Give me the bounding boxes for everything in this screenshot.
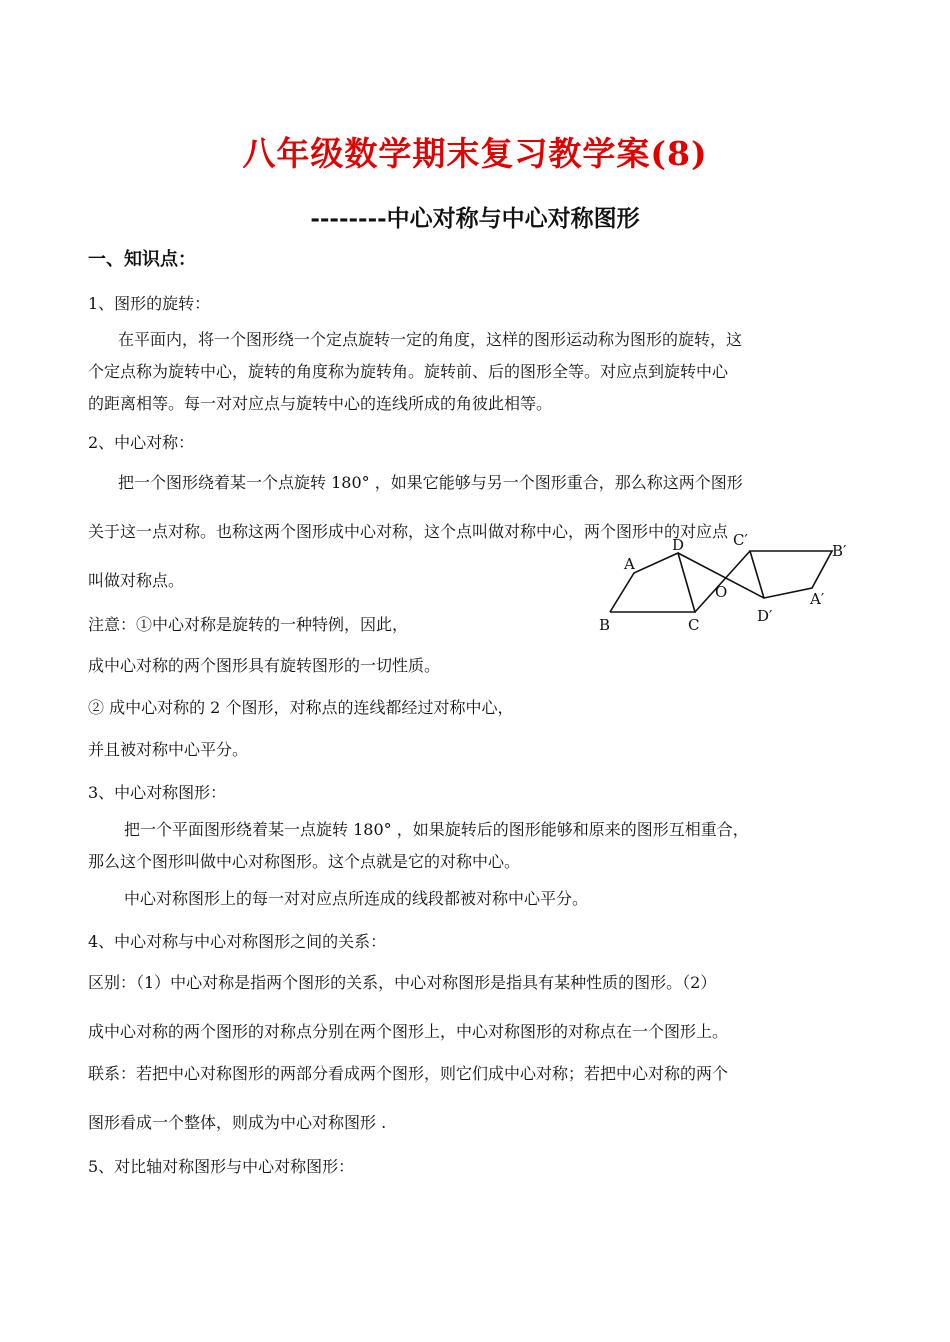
- paragraph-line: 成中心对称的两个图形的对称点分别在两个图形上，中心对称图形的对称点在一个图形上。: [88, 1022, 729, 1041]
- paragraph-line: 联系：若把中心对称图形的两部分看成两个图形，则它们成中心对称；若把中心对称的两个: [88, 1064, 729, 1083]
- heading-relationship: 4、中心对称与中心对称图形之间的关系：: [88, 932, 387, 951]
- label-b: B: [599, 616, 611, 634]
- note-line: 并且被对称中心平分。: [88, 740, 249, 759]
- note-line: 注意：①中心对称是旋转的一种特例，因此，: [88, 615, 409, 634]
- page-title: 八年级数学期末复习教学案(8): [242, 134, 708, 173]
- paragraph-line: 把一个平面图形绕着某一点旋转 180° ，如果旋转后的图形能够和原来的图形互相重合，: [124, 820, 749, 839]
- section-heading-knowledge: 一、知识点：: [88, 249, 196, 270]
- label-d: D: [672, 536, 685, 554]
- label-c-prime: C′: [733, 531, 748, 549]
- segment-c-c-prime: [695, 551, 750, 612]
- paragraph-line: 那么这个图形叫做中心对称图形。这个点就是它的对称中心。: [88, 852, 521, 871]
- paragraph-line: 关于这一点对称。也称这两个图形成中心对称，这个点叫做对称中心，两个图形中的对应点: [88, 522, 729, 541]
- label-b-prime: B′: [832, 542, 847, 560]
- label-o: O: [715, 583, 728, 601]
- central-symmetry-diagram: [592, 528, 862, 638]
- heading-rotation: 1、图形的旋转：: [88, 294, 211, 313]
- paragraph-line: 中心对称图形上的每一对对应点所连成的线段都被对称中心平分。: [124, 889, 589, 908]
- diagram-lines: [610, 551, 832, 612]
- heading-comparison: 5、对比轴对称图形与中心对称图形：: [88, 1157, 355, 1176]
- paragraph-line: 个定点称为旋转中心，旋转的角度称为旋转角。旋转前、后的图形全等。对应点到旋转中心: [88, 362, 729, 381]
- paragraph-line: 把一个图形绕着某一个点旋转 180° ，如果它能够与另一个图形重合，那么称这两个图形: [118, 473, 743, 492]
- paragraph-line: 图形看成一个整体，则成为中心对称图形 .: [88, 1113, 387, 1132]
- note-line: ② 成中心对称的 2 个图形，对称点的连线都经过对称中心，: [88, 698, 514, 717]
- paragraph-line: 叫做对称点。: [88, 571, 185, 590]
- paragraph-line: 在平面内，将一个图形绕一个定点旋转一定的角度，这样的图形运动称为图形的旋转，这: [118, 330, 743, 349]
- quadrilateral-abcd: [610, 553, 695, 612]
- label-d-prime: D′: [757, 607, 773, 625]
- label-a-prime: A′: [810, 590, 825, 608]
- paragraph-line: 的距离相等。每一对对应点与旋转中心的连线所成的角彼此相等。: [88, 394, 553, 413]
- label-a: A: [624, 555, 635, 573]
- paragraph-line: 区别：（1）中心对称是指两个图形的关系，中心对称图形是指具有某种性质的图形。（2）: [88, 973, 717, 992]
- label-c: C: [688, 616, 700, 634]
- note-line: 成中心对称的两个图形具有旋转图形的一切性质。: [88, 656, 441, 675]
- heading-central-symmetry: 2、中心对称：: [88, 433, 195, 452]
- page-subtitle: --------中心对称与中心对称图形: [310, 205, 640, 232]
- heading-central-symmetric-figure: 3、中心对称图形：: [88, 783, 227, 802]
